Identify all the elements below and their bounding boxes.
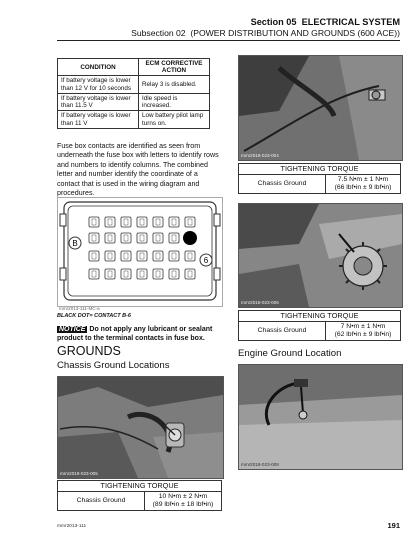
subsection-title: (POWER DISTRIBUTION AND GROUNDS (600 ACE))	[190, 28, 400, 38]
notice-box	[57, 325, 225, 343]
notice-text: Do not apply any lubricant or sealant product to the terminal contacts in fuse box.	[57, 326, 213, 342]
subsection-header	[131, 28, 400, 38]
contact-b6-marker	[183, 231, 197, 245]
torque-table-2	[238, 163, 401, 194]
condition-cell: If battery voltage is lower than 11 V	[58, 111, 139, 128]
condition-cell: If battery voltage is lower than 12 V for 10 seconds	[58, 76, 139, 93]
fuse-box-figure	[57, 197, 223, 307]
condition-cell: If battery voltage is lower than 11.5 V	[58, 93, 139, 110]
torque-value-imperial: (66 lbf•in ± 9 lbf•in)	[334, 184, 392, 192]
page-number: 191	[387, 521, 400, 530]
action-col-header: ECM CORRECTIVE ACTION	[139, 59, 210, 76]
figure-code: mmr2018-023-006	[241, 300, 279, 305]
grounds-heading: GROUNDS	[57, 344, 121, 358]
torque-table-header: TIGHTENING TORQUE	[239, 164, 401, 175]
condition-table	[57, 58, 210, 129]
notice-tag: NOTICE	[59, 326, 86, 333]
section-number: Section 05	[250, 17, 297, 27]
chassis-ground-photo	[57, 376, 224, 479]
chassis-ground-photo-3	[238, 203, 403, 308]
torque-table-3	[238, 310, 401, 341]
torque-value-imperial: (89 lbf•in ± 18 lbf•in)	[152, 501, 214, 509]
section-title: ELECTRICAL SYSTEM	[301, 17, 400, 27]
table-row	[58, 76, 210, 93]
torque-table-1	[57, 480, 222, 511]
table-row	[58, 93, 210, 110]
figure-code: mmr2018-023-004	[241, 153, 279, 158]
manual-code: mmr2013-111	[57, 524, 87, 529]
fuse-paragraph: Fuse box contacts are identified as seen from underneath the fuse box with letters to identify rows and numbers to identify columns. The combined letter and number identify the coordinate of a contact that is used in the wiring diagram and procedures.	[57, 142, 219, 198]
chassis-ground-heading: Chassis Ground Locations	[57, 360, 170, 371]
engine-ground-photo	[238, 364, 403, 470]
action-cell: Relay 3 is disabled.	[139, 76, 210, 93]
fuse-figure-code: mmr2013-111-MC-a	[59, 306, 100, 311]
fuse-figure-caption: BLACK DOT= CONTACT B-6	[57, 313, 131, 319]
engine-ground-heading: Engine Ground Location	[238, 348, 342, 359]
fuse-box-diagram	[58, 198, 222, 306]
torque-item: Chassis Ground	[239, 322, 326, 341]
figure-code: mmr2018-023-005	[60, 471, 98, 476]
condition-col-header: CONDITION	[58, 59, 139, 76]
action-cell: Low battery pilot lamp turns on.	[139, 111, 210, 128]
torque-table-header: TIGHTENING TORQUE	[239, 311, 401, 322]
torque-value-imperial: (62 lbf•in ± 9 lbf•in)	[334, 331, 392, 339]
chassis-ground-photo-2	[238, 55, 403, 161]
figure-code: mmr2018-023-008	[241, 462, 279, 467]
subsection-number: Subsection 02	[131, 28, 186, 38]
torque-value: 10 N•m ± 2 N•m	[158, 493, 208, 501]
action-cell: Idle speed is increased.	[139, 93, 210, 110]
torque-value: 7.5 N•m ± 1 N•m	[337, 176, 389, 184]
torque-item: Chassis Ground	[239, 175, 326, 194]
row-b-label: B	[72, 239, 78, 248]
header-rule	[57, 40, 400, 41]
section-header	[251, 17, 400, 27]
torque-value: 7 N•m ± 1 N•m	[340, 323, 386, 331]
column-6-label: 6	[203, 256, 209, 265]
torque-table-header: TIGHTENING TORQUE	[58, 481, 222, 492]
torque-item: Chassis Ground	[58, 492, 145, 511]
table-row	[58, 111, 210, 128]
